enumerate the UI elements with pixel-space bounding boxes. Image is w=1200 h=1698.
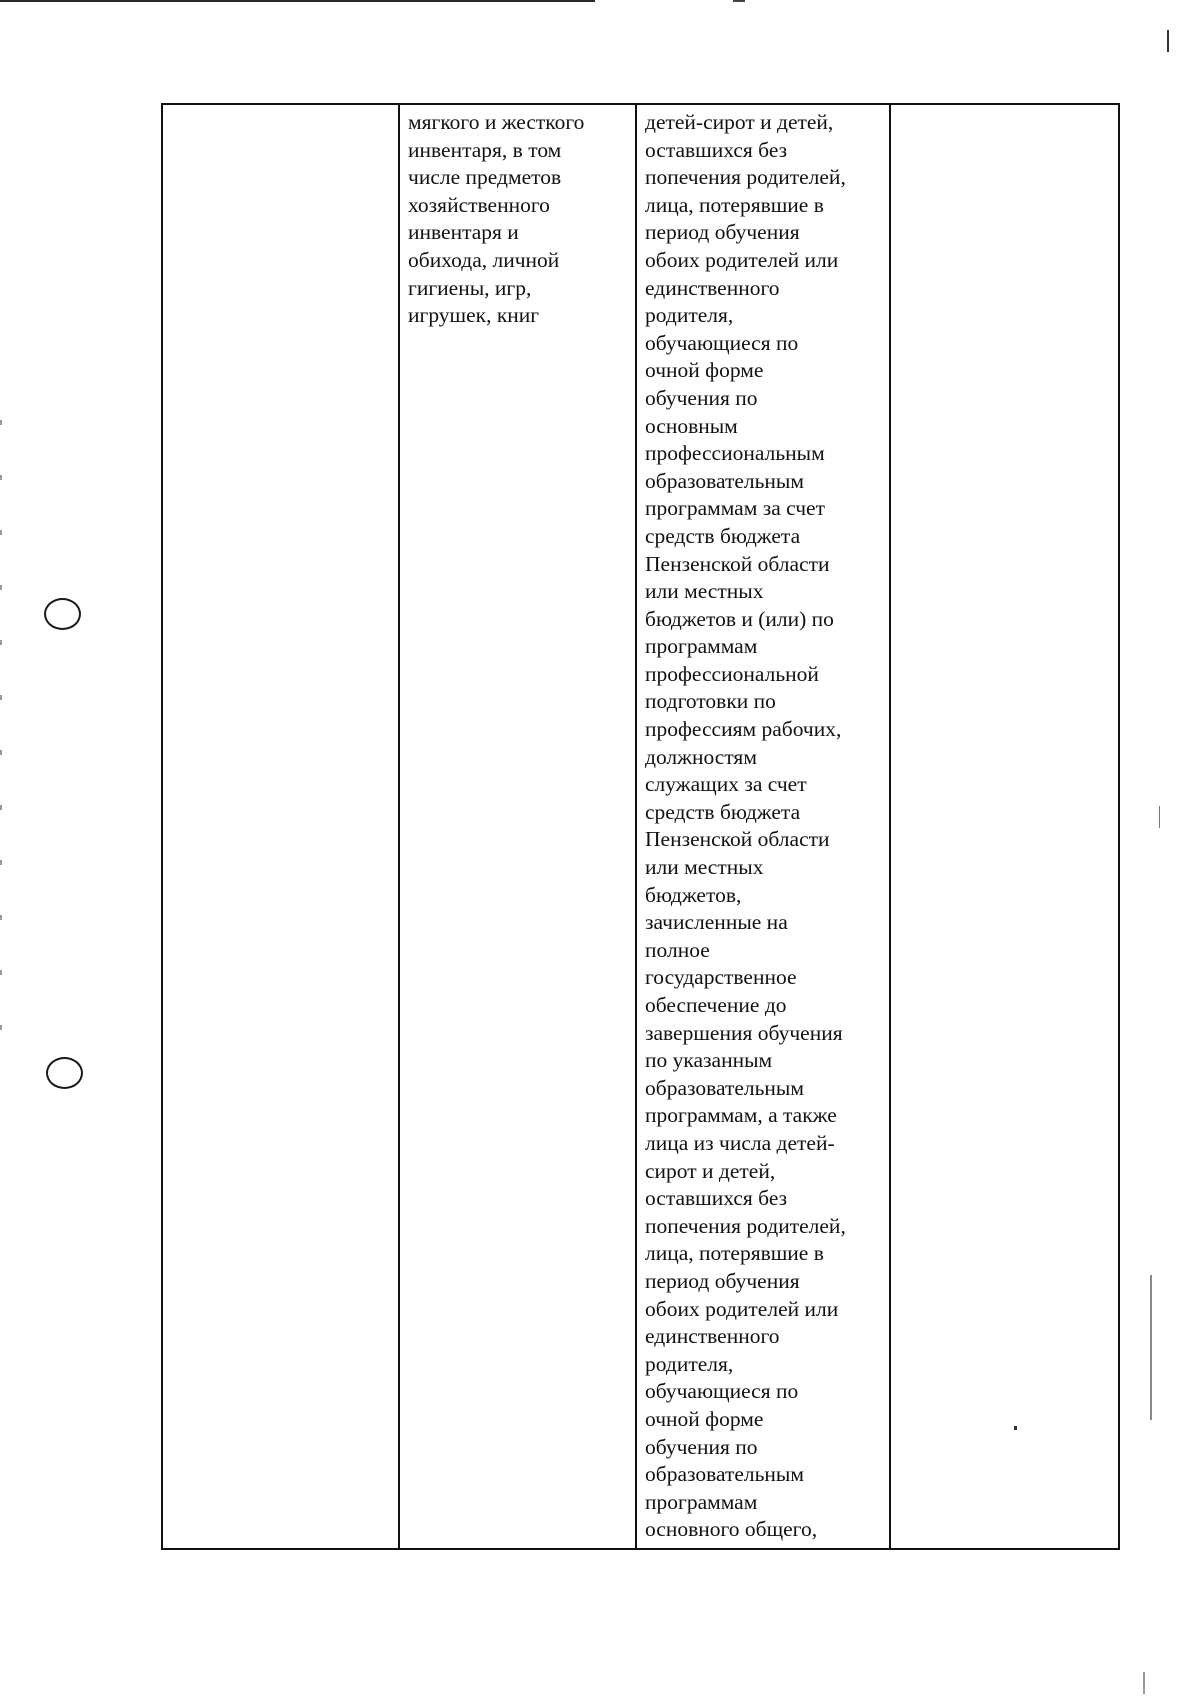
- table-cell-text: детей-сирот и детей, оставшихся без попечения родителей, лица, потерявшие в период обучения обоих родителей или единственного родителя, обучающиеся по очной форме обучения по основным профессиональным образовательным программам за счет средств бюджета Пензенской области или местных бюджетов и (или) по программам профессиональной подготовки по профессиям рабочих, должностям служащих за счет средств бюджета Пензенской области или местных бюджетов, зачисленные на полное государственное обеспечение до завершения обучения по указанным образовательным программам, а также лица из числа детей- сирот и детей, оставшихся без попечения родителей, лица, потерявшие в период обучения обоих родителей или единственного родителя, обучающиеся по очной форме обучения по образовательным программам основного общего,: [645, 110, 846, 1542]
- scan-artifact-bottom: [1143, 1672, 1145, 1694]
- punch-hole-bottom: [46, 1057, 83, 1089]
- document-table: [161, 103, 1120, 1550]
- table-cell-text: [163, 105, 398, 109]
- scan-artifact-right-top: [1167, 30, 1169, 52]
- punch-hole-top: [44, 598, 81, 630]
- table-cell-text: мягкого и жесткого инвентаря, в том числе предметов хозяйственного инвентаря и обихода, личной гигиены, игр, игрушек, книг: [408, 110, 585, 328]
- table-cell-column-4: [891, 105, 1118, 1548]
- scan-artifact-top: [733, 0, 745, 2]
- table-cell-column-1: [163, 105, 400, 1548]
- scan-edge-top: [0, 0, 595, 2]
- table-cell-text: [891, 105, 1118, 109]
- table-cell-column-3: [637, 105, 891, 1548]
- scan-edge-left: [0, 420, 2, 1040]
- scan-edge-right: [1150, 1275, 1152, 1420]
- scan-artifact-right-middle: [1159, 806, 1160, 828]
- table-cell-column-2: [400, 105, 637, 1548]
